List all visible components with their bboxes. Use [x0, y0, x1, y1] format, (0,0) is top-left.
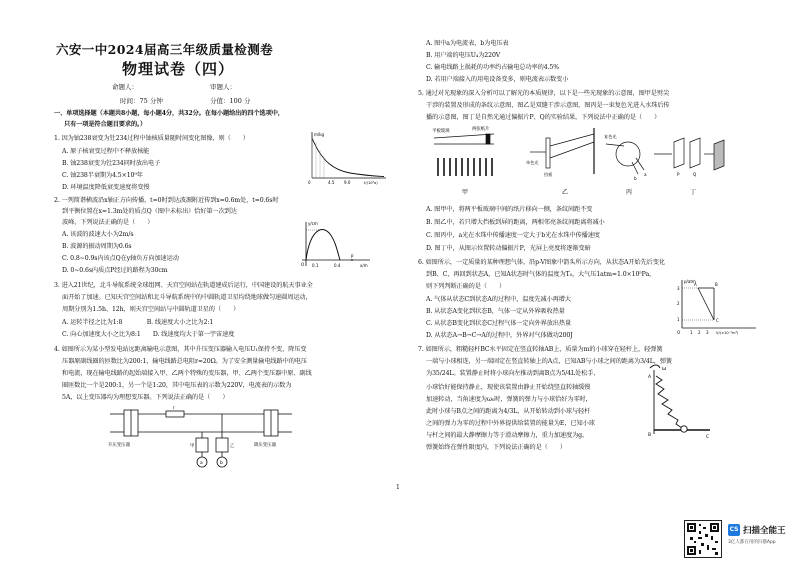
q3-options-ab: A. 运转半径之比为1:8 B. 线速度大小之比为2:1	[62, 319, 214, 326]
p-tick-2: 2	[677, 301, 680, 306]
q7-stem-2: 一端与小球相连，另一端固定在竖直转轴上的A点，已知AB与小球之间的距离为3/4L，弹簧	[426, 358, 672, 365]
a-label: a	[200, 461, 203, 466]
p-label: P	[351, 254, 354, 259]
q4-stem: 4. 如图所示为某小型发电站远距离输电示意图，其中升压变压器输入电压U₁保持不变，降压变	[54, 346, 307, 353]
r-label: r	[173, 406, 175, 411]
q2-option-a: A. 该波的波速大小为2m/s	[62, 231, 134, 238]
q6-stem-3: 则下列判断正确的是（ ）	[426, 283, 506, 290]
omega-label: ω	[662, 366, 667, 372]
q4-stem-2: 压器原副线圈的匝数比为200:1，输电线路总电阻r=20Ω。为了安全测量输电线路中的电压	[62, 358, 307, 365]
section-heading-cont: 只有一项是符合题目要求的。）	[64, 121, 147, 128]
wave-curve	[306, 230, 340, 260]
q4-option-b: B. 用户端的电压U₄为220V	[426, 52, 501, 59]
q1-option-b: B. 铀238衰变为钍234同时放出电子	[62, 160, 161, 167]
x-unit-label: x/m	[360, 263, 368, 268]
transformer-jia	[196, 438, 208, 452]
q6-stem-2: 到B、C，再回到状态A，已知A状态时气体的温度为T₀，大气压1atm=1.0×10⁵Pa，	[426, 271, 656, 278]
q2-option-b: B. 波源的振动周期为0.6s	[62, 243, 132, 250]
q5-stem: 5. 通过对光现象的深入分析可以了解光的本质规律，以下是一些光现象的示意图，图甲是劈尖	[418, 90, 670, 97]
q1-option-d: D. 环境温度降低衰变速度将变慢	[62, 184, 150, 191]
point-b-label: B	[648, 433, 652, 438]
q5-option-a: A. 图甲中，将两平板玻璃中间的纸片移向一侧，条纹间距不变	[426, 206, 593, 213]
point-a-label: A	[648, 375, 652, 380]
q6-stem: 6. 如图所示，一定质量的某种理想气体，沿p-V图象中箭头所示方向，从状态A开始先后变化	[418, 259, 665, 266]
q3-stem: 3. 进入21世纪，北斗导航系统全球组网、天宫空间站在轨道建成后运行，中国建设的航天事业全	[54, 282, 313, 289]
q6-pv-diagram	[672, 276, 764, 336]
jia-label: 甲	[190, 444, 195, 449]
q7-stem: 7. 如图所示，粗糙轻杆BC水平固定在竖直转轴AB上，质量为m的小球穿在轻杆上，轻弹簧	[418, 346, 663, 353]
jia-plate-label: 平板玻璃	[432, 129, 450, 134]
q5-stem-3: 播的示意图，图丁是自然光通过偏振片P、Q的实验结果，下列说法中正确的是（ ）	[426, 114, 661, 121]
panel-yi-label: 乙	[562, 189, 569, 196]
tick-9: 9.0	[344, 180, 351, 185]
bing-b-label: b	[634, 176, 637, 181]
scanner-watermark	[684, 520, 790, 558]
step-up-label: 升压变压器	[108, 443, 130, 448]
v-tick-3: 3	[706, 330, 709, 335]
q1-option-a: A. 原子核衰变过程中不释放核能	[62, 148, 150, 155]
left-column	[54, 0, 392, 561]
q5-option-b: B. 图乙中，若只增大挡板到屏的距离，两相邻亮条纹间距离将减小	[426, 219, 605, 226]
q2-option-d: D. 0~0.6s内质点P经过的路程为30cm	[62, 267, 168, 274]
q3-stem-2: 面开始了加速。已知天宫空间站和北斗导航系统中的中圆轨道卫星均绕地球做匀速圆周运动，	[62, 294, 312, 301]
b-label: b	[220, 461, 223, 466]
q4-transmission-diagram	[104, 400, 300, 472]
exam-score: 分值：100 分	[210, 97, 251, 105]
q2-option-c: C. 0.8~0.9s内该点Q在y轴负方向加速运动	[62, 255, 179, 262]
point-c-label: C	[706, 435, 710, 440]
v-unit-label: V/(×10⁻³m³)	[716, 331, 739, 335]
q2-stem: 2. 一列简谐横波沿x轴正方向传播，t=0时到达波源附近传到x=0.6m处，t=0.6s时	[54, 197, 279, 204]
q4-stem-3: 和电流，现在输电线路的起始端接入甲、乙两个特殊的变压器，甲、乙两个变压器中原、副线	[62, 370, 312, 377]
qr-pattern	[685, 521, 721, 557]
q7-stem-4: 小球恰好能保持静止，现使该装置由静止开始绕竖直转轴缓慢	[426, 384, 591, 391]
v-tick-1: 1	[690, 330, 693, 335]
panel-ding-label: 丁	[690, 189, 697, 196]
subject-title: 物理试卷（四）	[122, 60, 235, 78]
ding-p-label: P	[677, 172, 680, 177]
polarizer-q	[690, 138, 700, 168]
page-number: 1	[396, 484, 400, 491]
p-unit-label: p/atm	[684, 279, 696, 284]
double-slit-plate	[546, 138, 550, 168]
y-unit-label: y/cm	[308, 221, 318, 226]
yi-light-label: 单色光	[526, 160, 539, 165]
q2-stem-2: 到平衡位置在x=1.3m处的质点Q（图中未标出）恰好第一次到达	[62, 208, 237, 215]
bing-light-label: 复色光	[604, 134, 617, 139]
origin-label: O	[677, 330, 681, 335]
q7-spring-rod-figure	[640, 364, 716, 444]
panel-jia-label: 甲	[462, 189, 469, 196]
q6-option-c: C. 从状态B变化到状态C过程气体一定向外界放出热量	[426, 320, 572, 327]
state-c-label: C	[716, 318, 719, 323]
path-c-a	[698, 288, 714, 320]
scanner-tagline: 3亿人都在用的扫描App	[728, 540, 776, 545]
yi-stop-label: 挡板	[544, 172, 553, 177]
camscanner-logo-icon: CS	[728, 524, 740, 536]
q2-stem-3: 波峰，下列说法正确的是（ ）	[62, 219, 154, 226]
q7-stem-9: 弹簧始终在弹性限度内，下列说法正确的是（ ）	[426, 444, 567, 451]
origin-label: O	[301, 262, 305, 267]
jia-paper-label: 两张纸片	[472, 127, 490, 132]
q5-stem-2: 干涉的装置及形成的条纹示意图，图乙是双缝干涉示意图，图丙是一束复色光进入水珠后传	[426, 102, 670, 109]
q7-stem-8: 与杆之间的最大静摩擦力等于滑动摩擦力，重力加速度为g，	[426, 432, 589, 439]
decay-curve	[312, 138, 384, 177]
q7-stem-7: 之间的弹力为零的过程中外界提供给装置的能量为E，已知小球	[426, 420, 595, 427]
q7-stem-3: 为35/24L。装置静止时将小球向左推动到离B点为5/4L处松手，	[426, 370, 600, 377]
ding-q-label: Q	[693, 172, 697, 177]
bing-a-label: a	[644, 172, 647, 177]
q3-stem-3: 周期分别为1.5h、12h，则天宫空间站与中圆轨道卫星的（ ）	[62, 306, 240, 313]
light-screen	[714, 140, 724, 170]
transformer-yi	[216, 438, 228, 452]
q2-wave-graph	[296, 218, 374, 270]
school-title: 六安一中2024届高三年级质量检测卷	[56, 42, 273, 57]
small-ball	[681, 426, 687, 432]
step-down-label: 降压变压器	[254, 443, 276, 448]
tick-0: 0	[308, 180, 311, 185]
q4-stem-5: 5A，以上变压器均为理想变压器。下列说法正确的是（ ）	[62, 394, 229, 401]
qr-code	[684, 520, 722, 558]
polarizer-p	[674, 138, 684, 168]
line-resistor-r	[166, 411, 184, 417]
q4-option-d: D. 若用户端接入的用电设备变多，则电流表示数变小	[426, 76, 569, 83]
q4-option-c: C. 输电线路上损耗的功率约占输电总功率的4.5%	[426, 64, 560, 71]
spring	[656, 376, 682, 428]
q6-option-d: D. 从状态A→B→C→A的过程中，外界对气体做功200J	[426, 332, 573, 339]
q4-option-a: A. 图中a为电流表，b为电压表	[426, 40, 509, 47]
q1-stem: 1. 因为铀238衰变为钍234过程中铀核质量随时间变化图像，则（ ）	[54, 135, 249, 142]
p-tick-1: 1	[677, 317, 680, 322]
q1-option-c: C. 铀238半衰期为4.5×10⁹年	[62, 172, 143, 179]
q7-stem-6: 此时小球与B点之间的距离为4/3L，从开始转动到小球与轻杆	[426, 408, 591, 415]
x-unit-label: t/(10⁹a)	[364, 181, 378, 185]
q7-stem-5: 加速转动，当角速度为ω₀时，弹簧的弹力与小球恰好为零时，	[426, 396, 592, 403]
top-glass-plate	[434, 134, 494, 138]
p-tick-3: 3	[677, 286, 680, 291]
q6-option-a: A. 气体从状态C到状态A的过程中，温度先减小再增大	[426, 296, 571, 303]
reviewer-label: 审题人：	[210, 83, 236, 91]
tick-01: 0.1	[312, 263, 319, 268]
q5-option-d: D. 图丁中，从图示位置转动偏振片P，光屏上亮度将逐渐变暗	[426, 245, 591, 252]
y-unit-label: m/kg	[314, 132, 325, 137]
q1-decay-graph	[300, 128, 390, 186]
proposer-label: 命题人：	[112, 83, 138, 91]
rotation-arrow	[650, 365, 660, 368]
exam-time: 时间：75 分钟	[120, 97, 163, 105]
section-heading: 一、单项选择题（本题共8小题，每小题4分，共32分。在每小题给出的四个选项中，	[54, 110, 284, 117]
yi-label: 乙	[230, 444, 235, 449]
q4-stem-4: 圈匝数比一个是200:1，另一个是1:20，其中电压表的示数为220V，电流表的示数为	[62, 382, 292, 389]
v-tick-2: 2	[698, 330, 701, 335]
state-a-label: A	[694, 282, 697, 287]
state-b-label: B	[715, 282, 718, 287]
q3-options-cd: C. 向心加速度大小之比为8:1 D. 线速度均大于第一宇宙速度	[62, 331, 235, 338]
tick-04: 0.4	[334, 263, 341, 268]
tick-4-5: 4.5	[328, 180, 335, 185]
scanner-app-name: 扫描全能王	[743, 526, 786, 536]
q5-option-c: C. 图丙中，a光在水珠中传播速度一定大于b光在水珠中传播速度	[426, 232, 600, 239]
q6-option-b: B. 从状态A变化到状态B，气体一定从外界吸收热量	[426, 308, 565, 315]
q5-optics-figure	[428, 124, 728, 204]
point-p	[351, 259, 353, 261]
panel-bing-label: 丙	[626, 189, 633, 196]
